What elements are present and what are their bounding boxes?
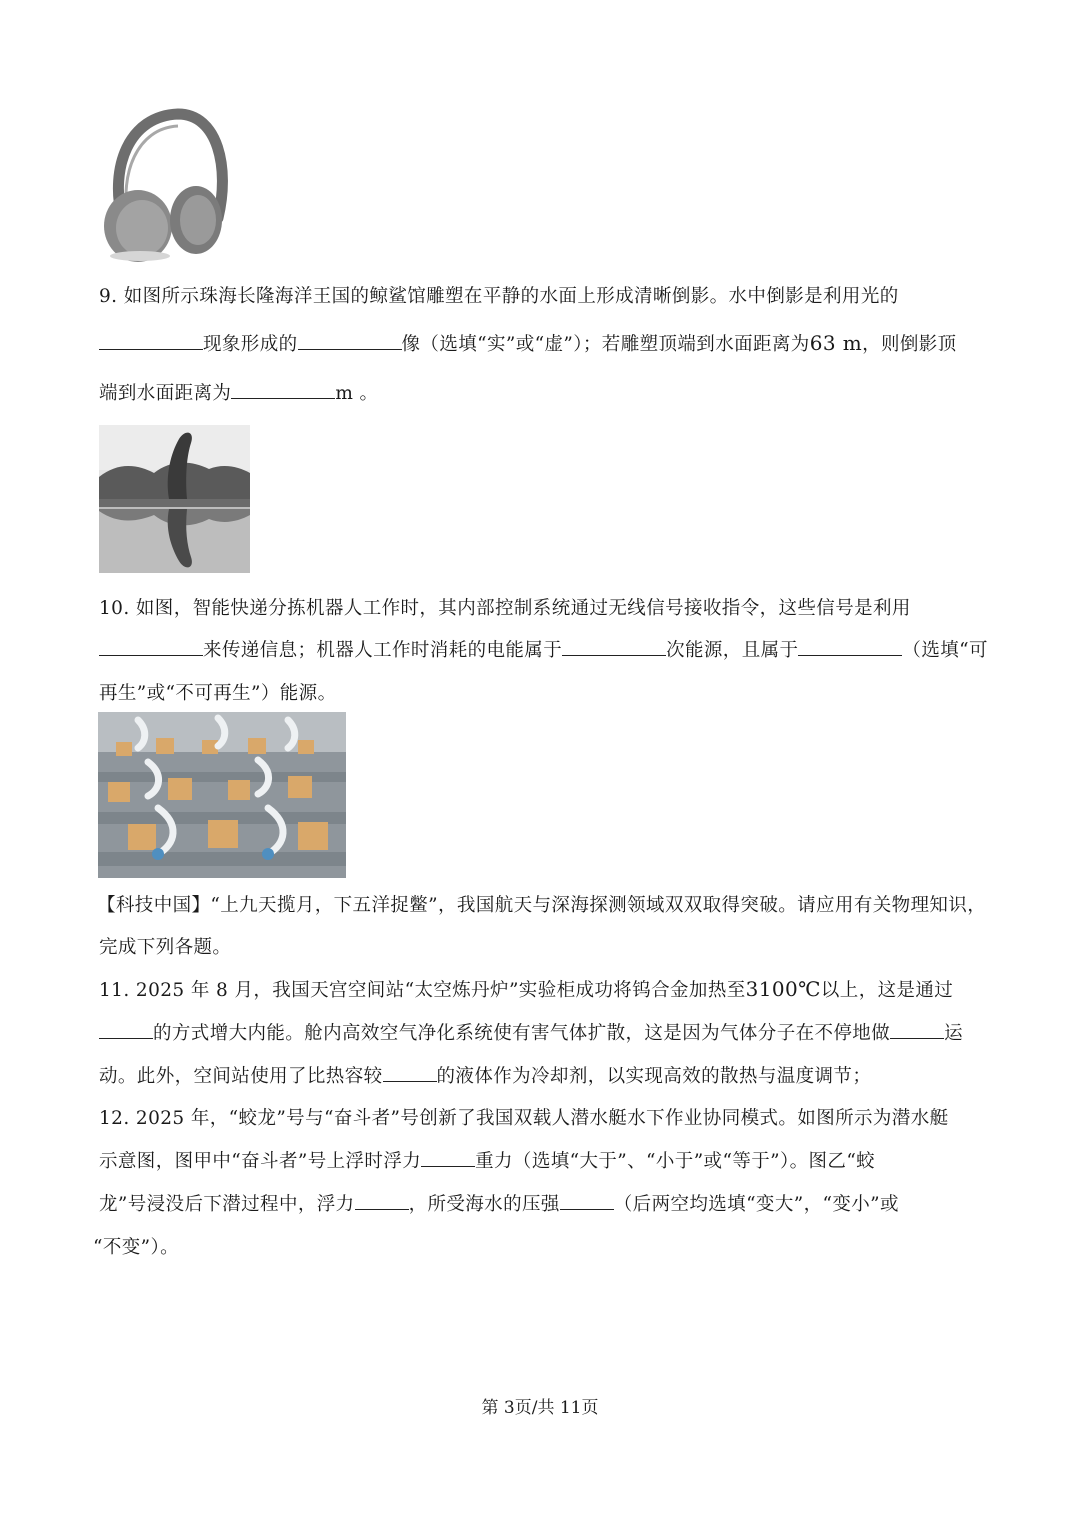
answer-blank[interactable]	[355, 1191, 409, 1210]
q10-line3: 再生”或“不可再生”）能源。	[99, 683, 337, 704]
q12-line4: “不变”）。	[93, 1237, 180, 1258]
answer-blank[interactable]	[231, 380, 335, 399]
question-12	[93, 1104, 983, 1258]
answer-blank[interactable]	[562, 637, 666, 656]
answer-blank[interactable]	[99, 331, 203, 350]
answer-blank[interactable]	[99, 637, 203, 656]
headphones-image	[100, 108, 230, 264]
section-intro	[97, 891, 987, 961]
q9-line3: 端到水面距离为 m 。	[99, 379, 378, 405]
answer-blank[interactable]	[798, 637, 902, 656]
q10-line1: 10. 如图，智能快递分拣机器人工作时，其内部控制系统通过无线信号接收指令，这些信号是利用	[99, 598, 911, 619]
q12-line1: 12. 2025 年，“蛟龙”号与“奋斗者”号创新了我国双载人潜水艇水下作业协同模式。如图所示为潜水艇	[99, 1108, 949, 1129]
answer-blank[interactable]	[298, 331, 402, 350]
question-10	[99, 594, 988, 704]
section-line2: 完成下列各题。	[99, 937, 232, 958]
sculpture-reflection-photo	[99, 425, 250, 573]
q9-line2: 现象形成的 像（选填“实”或“虚”）；若雕塑顶端到水面距离为63 m，则倒影顶	[99, 330, 957, 356]
question-11	[99, 976, 983, 1086]
q11-line1: 11. 2025 年 8 月，我国天宫空间站“太空炼丹炉”实验柜成功将钨合金加热至3100℃以上，这是通过	[99, 977, 954, 1001]
section-line1: 【科技中国】“上九天揽月，下五洋捉鳖”，我国航天与深海探测领域双双取得突破。请应用有关物理知识，	[97, 895, 987, 916]
question-9	[99, 282, 983, 412]
q11-line2: 的方式增大内能。舱内高效空气净化系统使有害气体扩散，这是因为气体分子在不停地做 运	[99, 1019, 963, 1045]
page-footer: 第 3页/共 11页	[481, 1398, 599, 1418]
answer-blank[interactable]	[99, 1020, 153, 1039]
q10-line2: 来传递信息；机器人工作时消耗的电能属于 次能源，且属于 （选填“可	[99, 636, 988, 662]
q11-line3: 动。此外，空间站使用了比热容较 的液体作为冷却剂，以实现高效的散热与温度调节；	[99, 1062, 871, 1088]
answer-blank[interactable]	[890, 1020, 944, 1039]
q9-line1: 9. 如图所示珠海长隆海洋王国的鲸鲨馆雕塑在平静的水面上形成清晰倒影。水中倒影是利用光的	[99, 286, 899, 307]
height-value: 63 m	[809, 331, 863, 355]
q12-line3: 龙”号浸没后下潜过程中，浮力 ，所受海水的压强 （后两空均选填“变大”，“变小”或	[99, 1190, 899, 1216]
temperature-value: 3100℃	[745, 977, 821, 1001]
answer-blank[interactable]	[421, 1148, 475, 1167]
answer-blank[interactable]	[560, 1191, 614, 1210]
sorting-robots-photo	[98, 712, 346, 878]
answer-blank[interactable]	[383, 1063, 437, 1082]
q12-line2: 示意图，图甲中“奋斗者”号上浮时浮力 重力（选填“大于”、“小于”或“等于”）。图乙“蛟	[99, 1147, 875, 1173]
